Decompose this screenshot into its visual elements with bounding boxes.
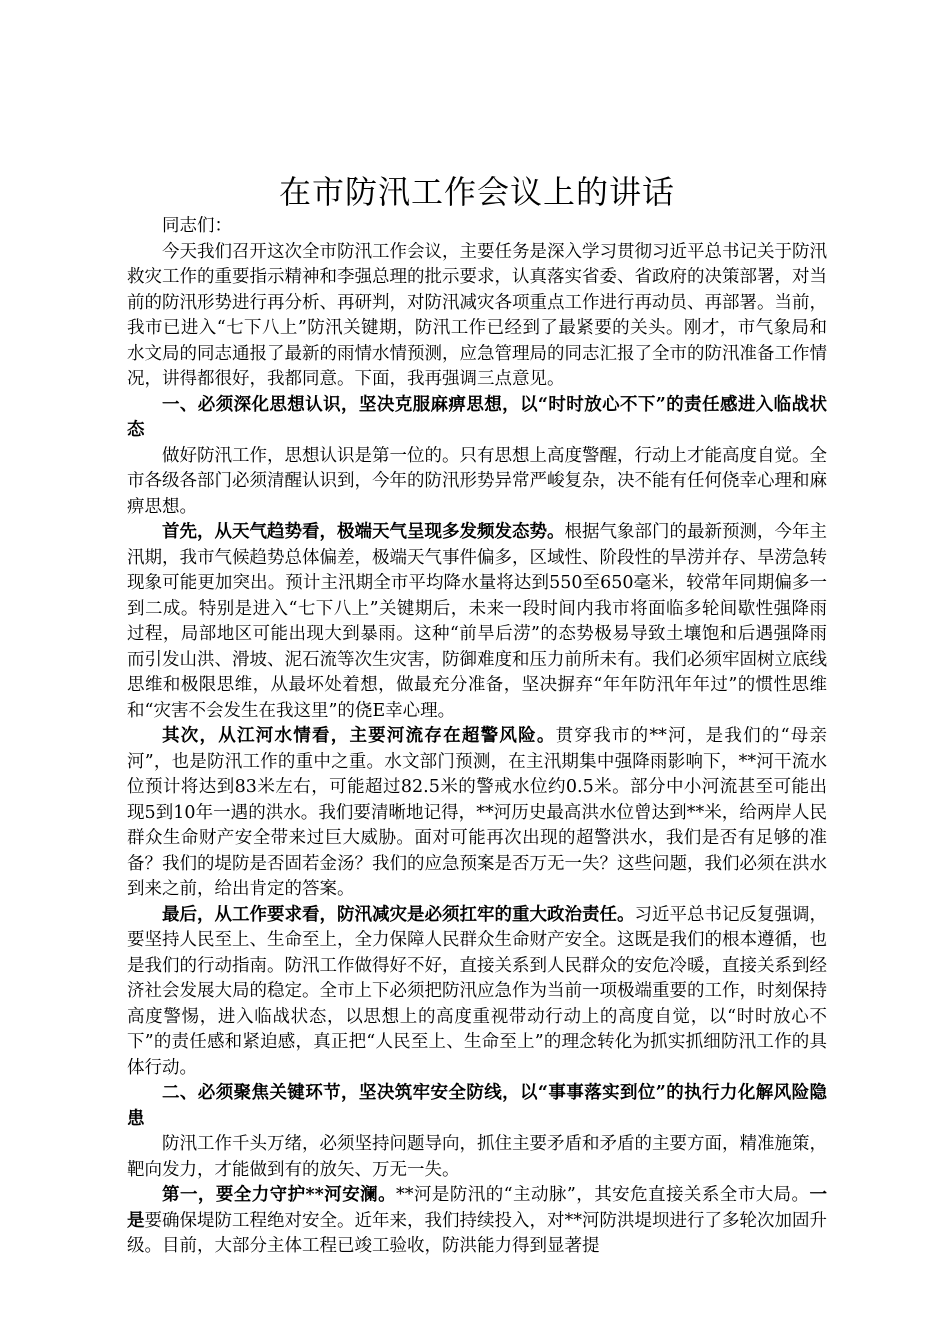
intro-paragraph: 今天我们召开这次全市防汛工作会议，主要任务是深入学习贯彻习近平总书记关于防汛救灾工作的重要指示精神和李强总理的批示要求，认真落实省委、省政府的决策部署，对当前的防汛形势进行再分析、再研判，对防汛减灾各项重点工作进行再动员、再部署。当前，我市已进入“七下八上”防汛关键期，防汛工作已经到了最紧要的关头。刚才，市气象局和水文局的同志通报了最新的雨情水情预测，应急管理局的同志汇报了全市的防汛准备工作情况，讲得都很好，我都同意。下面，我再强调三点意见。: [127, 241, 827, 389]
paragraph-first-lead: 首先，从天气趋势看，极端天气呈现多发频发态势。: [162, 522, 565, 542]
paragraph-one-lead: 第一，要全力守护**河安澜。: [162, 1185, 397, 1205]
paragraph-one: [127, 1183, 827, 1260]
paragraph-first-body: 根据气象部门的最新预测，今年主汛期，我市气候趋势总体偏差，极端天气事件偏多，区域性、阶段性的旱涝并存、旱涝急转现象可能更加突出。预计主汛期全市平均降水量将达到550至650毫米，较常年同期偏多一到二成。特别是进入“七下八上”关键期后，未来一段时间内我市将面临多轮间歇性强降雨过程，局部地区可能出现大到暴雨。这种“前旱后涝”的态势极易导致土壤饱和后遇强降雨而引发山洪、滑坡、泥石流等次生灾害，防御难度和压力前所未有。我们必须牢固树立底线思维和极限思维，从最坏处着想，做最充分准备，坚决摒弃“年年防汛年年过”的惯性思维和“灾害不会发生在我这里”的侥E幸心理。: [127, 522, 827, 721]
section-2-heading: 二、必须聚焦关键环节，坚决筑牢安全防线，以“事事落实到位”的执行力化解风险隐患: [127, 1083, 827, 1129]
document-page: [127, 170, 827, 1260]
section-1-intro: 做好防汛工作，思想认识是第一位的。只有思想上高度警醒，行动上才能高度自觉。全市各级各部门必须清醒认识到，今年的防汛形势异常严峻复杂，决不能有任何侥幸心理和麻痹思想。: [127, 445, 827, 517]
document-title: 在市防汛工作会议上的讲话: [278, 173, 675, 211]
paragraph-second-body: 贯穿我市的**河，是我们的“母亲河”，也是防汛工作的重中之重。水文部门预测，在主汛期集中强降雨影响下，**河干流水位预计将达到83米左右，可能超过82.5米的警戒水位约0.5米。部分中小河流甚至可能出现5到10年一遇的洪水。我们要清晰地记得，**河历史最高洪水位曾达到**米，给两岸人民群众生命财产安全带来过巨大威胁。面对可能再次出现的超警洪水，我们是否有足够的准备？我们的堤防是否固若金汤？我们的应急预案是否万无一失？这些问题，我们必须在洪水到来之前，给出肯定的答案。: [127, 726, 828, 899]
paragraph-last: [127, 903, 827, 1082]
paragraph-second-lead: 其次，从江河水情看，主要河流存在超警风险。: [162, 726, 556, 746]
paragraph-one-body: 要确保堤防工程绝对安全。近年来，我们持续投入，对**河防洪堤坝进行了多轮次加固升级。目前，大部分主体工程已竣工验收，防洪能力得到显著提: [127, 1210, 827, 1256]
paragraph-first: [127, 520, 827, 724]
paragraph-one-bold: 一是: [127, 1185, 827, 1231]
paragraph-one-mid: **河是防汛的“主动脉”，其安危直接关系全市大局。: [396, 1185, 810, 1205]
paragraph-last-lead: 最后，从工作要求看，防汛减灾是必须扛牢的重大政治责任。: [162, 904, 635, 925]
paragraph-last-body: 习近平总书记反复强调，要坚持人民至上、生命至上，全力保障人民群众生命财产安全。这既是我们的根本遵循，也是我们的行动指南。防汛工作做得好不好，直接关系到人民群众的安危冷暖，直接关系到经济社会发展大局的稳定。全市上下必须把防汛应急作为当前一项极端重要的工作，时刻保持高度警惕，进入临战状态，以思想上的高度重视带动行动上的高度自觉，以“时时放心不下”的责任感和紧迫感，真正把“人民至上、生命至上”的理念转化为抓实抓细防汛工作的具体行动。: [127, 904, 827, 1078]
section-2-intro: 防汛工作千头万绪，必须坚持问题导向，抓住主要矛盾和矛盾的主要方面，精准施策，靶向发力，才能做到有的放矢、万无一失。: [127, 1134, 827, 1180]
paragraph-second: [127, 724, 827, 903]
section-1-heading: 一、必须深化思想认识，坚决克服麻痹思想，以“时时放心不下”的责任感进入临战状态: [127, 394, 827, 440]
salutation: 同志们：: [162, 216, 232, 236]
